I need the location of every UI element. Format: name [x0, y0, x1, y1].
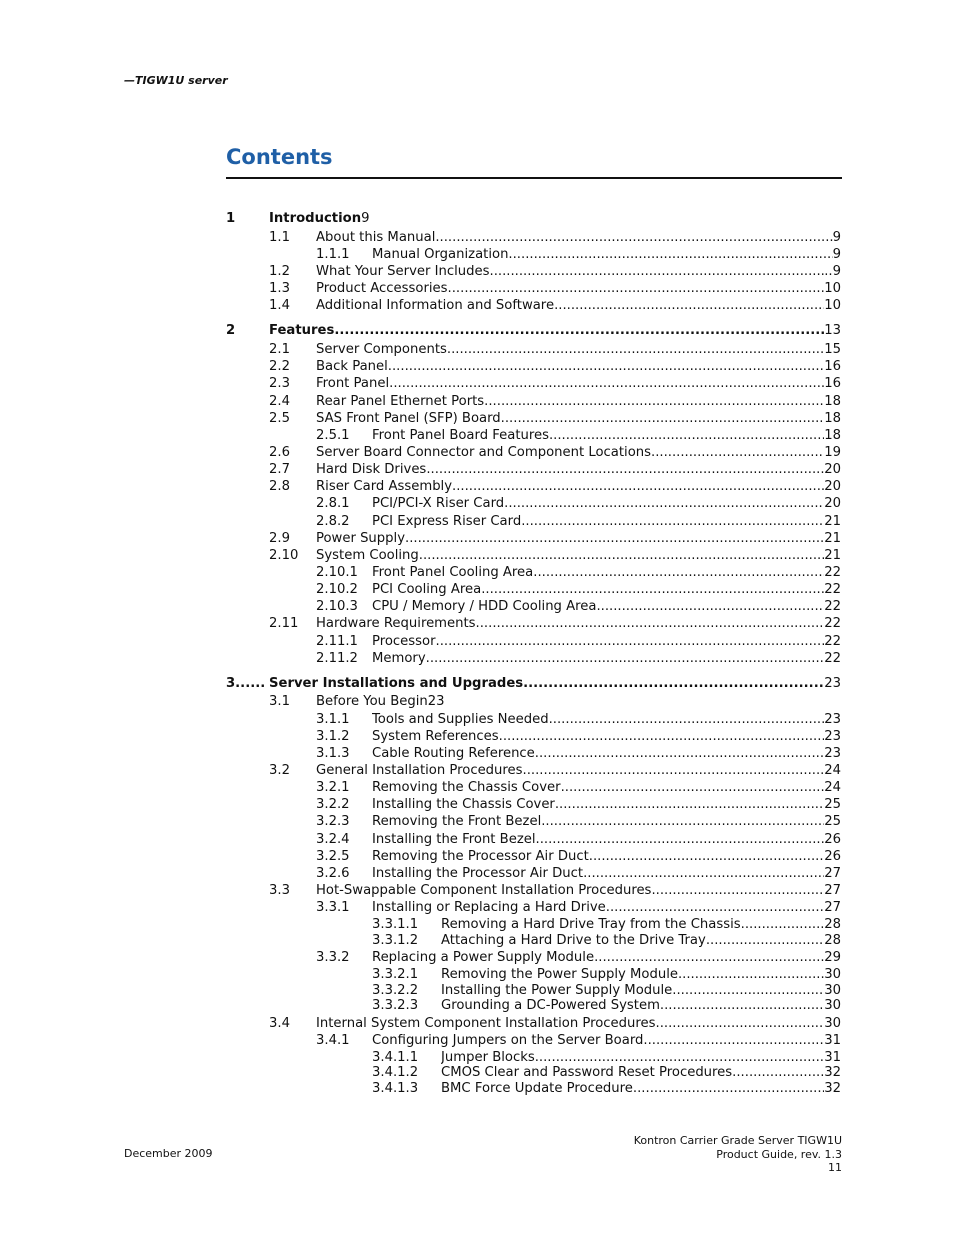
- toc-entry-title: CMOS Clear and Password Reset Procedures: [441, 1065, 733, 1080]
- toc-entry-page: 20: [824, 462, 841, 477]
- toc-entry-title: Attaching a Hard Drive to the Drive Tray: [441, 933, 706, 948]
- toc-entry-page: 21: [824, 514, 841, 529]
- toc-entry[interactable]: [0, 229, 954, 246]
- toc-leader-dots: [426, 461, 824, 478]
- toc-entry-page: 22: [824, 582, 841, 597]
- toc-entry-number: 2.1: [269, 342, 290, 357]
- toc-entry[interactable]: [0, 410, 954, 427]
- toc-leader-dots: [594, 949, 824, 966]
- toc-entry-page: 27: [824, 866, 841, 881]
- toc-entry-number: 2.8: [269, 479, 290, 494]
- toc-leader-dots: [436, 633, 825, 650]
- toc-entry-page: 30: [824, 998, 841, 1013]
- toc-entry[interactable]: [0, 530, 954, 547]
- toc-entry-number: 3.3.2.2: [372, 983, 419, 998]
- toc-entry-page: 27: [824, 900, 841, 915]
- toc-entry[interactable]: [0, 865, 954, 882]
- toc-entry[interactable]: [0, 711, 954, 728]
- toc-entry-number: 3.3.1: [316, 900, 350, 915]
- toc-leader-dots: [426, 650, 825, 667]
- toc-entry[interactable]: [0, 393, 954, 410]
- toc-entry-page: 18: [824, 394, 841, 409]
- toc-entry-title: Installing the Power Supply Module: [441, 983, 673, 998]
- toc-entry-title: Front Panel: [316, 376, 390, 391]
- toc-entry-page: 10: [824, 298, 841, 313]
- toc-entry-page: 15: [824, 342, 841, 357]
- toc-entry-title: Additional Information and Software: [316, 298, 555, 313]
- toc-entry-title: Installing or Replacing a Hard Drive: [372, 900, 606, 915]
- toc-entry[interactable]: [0, 1064, 954, 1081]
- toc-leader-dots: [334, 322, 824, 339]
- toc-entry-title: Cable Routing Reference: [372, 746, 535, 761]
- toc-leader-dots: [583, 865, 824, 882]
- toc-entry-number: 3.4.1.2: [372, 1065, 419, 1080]
- toc-entry-number: 3.3.1.1: [372, 917, 419, 932]
- toc-entry-title: Removing the Chassis Cover: [372, 780, 561, 795]
- toc-entry-page: ..9: [824, 264, 841, 279]
- toc-entry[interactable]: [0, 1080, 954, 1097]
- toc-leader-dots: [554, 297, 824, 314]
- toc-entry-title: PCI/PCI-X Riser Card: [372, 496, 505, 511]
- toc-entry-title: Power Supply: [316, 531, 406, 546]
- toc-entry-title: Memory: [372, 651, 426, 666]
- toc-entry-page: 22: [824, 616, 841, 631]
- toc-entry-number: 2.5: [269, 411, 290, 426]
- toc-entry-title: Tools and Supplies Needed: [372, 712, 549, 727]
- toc-entry-page: 26: [824, 849, 841, 864]
- toc-leader-dots: [521, 513, 824, 530]
- toc-entry[interactable]: [0, 375, 954, 392]
- toc-entry-page: 23: [427, 694, 445, 709]
- toc-entry-number: 2.10.1: [316, 565, 358, 580]
- toc-entry[interactable]: [0, 358, 954, 375]
- toc-entry-number: 3.3.2.3: [372, 998, 419, 1013]
- toc-entry[interactable]: [0, 693, 954, 710]
- toc-entry-title: Installing the Processor Air Duct: [372, 866, 584, 881]
- toc-entry-page: 22: [824, 651, 841, 666]
- toc-entry-title: Configuring Jumpers on the Server Board: [372, 1033, 644, 1048]
- toc-entry-page: 30: [824, 1016, 841, 1031]
- toc-entry-number: 3.2.1: [316, 780, 350, 795]
- toc-entry-page: 30: [824, 983, 841, 998]
- toc-leader-dots: [508, 246, 832, 263]
- toc-entry-page: 32: [824, 1065, 841, 1080]
- toc-entry[interactable]: [0, 513, 954, 530]
- toc-leader-dots: [452, 478, 824, 495]
- toc-entry-title: Server Components: [316, 342, 447, 357]
- toc-entry[interactable]: [0, 745, 954, 762]
- toc-entry-number: 2.9: [269, 531, 290, 546]
- toc-entry[interactable]: [0, 461, 954, 478]
- toc-entry-number: 2: [226, 323, 236, 338]
- toc-entry[interactable]: [0, 297, 954, 314]
- toc-entry[interactable]: [0, 966, 954, 983]
- toc-entry-number: 3.4.1.1: [372, 1050, 419, 1065]
- toc-entry-page: 30: [824, 967, 841, 982]
- toc-entry-title: Removing the Front Bezel: [372, 814, 542, 829]
- toc-leader-dots: [419, 547, 824, 564]
- toc-entry-title: Front Panel Cooling Area: [372, 565, 534, 580]
- toc-entry[interactable]: [0, 916, 954, 933]
- toc-entry-number: 3.4.1: [316, 1033, 350, 1048]
- toc-leader-dots: [490, 263, 825, 280]
- toc-entry[interactable]: [0, 831, 954, 848]
- toc-entry-number: 1.2: [269, 264, 290, 279]
- toc-entry-page: 32: [824, 1081, 841, 1096]
- toc-entry-page: 18: [824, 428, 841, 443]
- toc-entry-title: Internal System Component Installation Procedures: [316, 1016, 656, 1031]
- footer-guide: Product Guide, rev. 1.3: [716, 1147, 842, 1161]
- toc-entry-page: 29: [824, 950, 841, 965]
- toc-leader-dots: [741, 916, 825, 933]
- toc-entry[interactable]: [0, 949, 954, 966]
- toc-entry-page: 9: [361, 211, 370, 226]
- toc-leader-dots: [555, 796, 824, 813]
- toc-leader-dots: [523, 762, 825, 779]
- toc-entry-title: What Your Server Includes: [316, 264, 490, 279]
- toc-entry-number: 3.3.2: [316, 950, 350, 965]
- toc-entry-number: 3.2: [269, 763, 290, 778]
- toc-entry-number: 2.5.1: [316, 428, 350, 443]
- toc-entry-page: 25: [824, 797, 841, 812]
- toc-entry-page: 23: [824, 746, 841, 761]
- toc-leader-dots: [651, 444, 824, 461]
- toc-leader-dots: [541, 813, 824, 830]
- toc-entry-number: 1.4: [269, 298, 290, 313]
- toc-entry-number: 2.11: [269, 616, 299, 631]
- toc-entry-title: Removing the Power Supply Module: [441, 967, 678, 982]
- toc-leader-dots: [448, 280, 825, 297]
- toc-entry-page: 18: [824, 411, 841, 426]
- toc-entry[interactable]: [0, 547, 954, 564]
- toc-leader-dots: [596, 598, 824, 615]
- toc-entry[interactable]: [0, 779, 954, 796]
- toc-entry-number: 1: [226, 211, 236, 226]
- toc-leader-dots: [606, 899, 824, 916]
- toc-entry-title: Jumper Blocks: [441, 1050, 535, 1065]
- toc-entry-title: Front Panel Board Features: [372, 428, 549, 443]
- toc-entry-number: 2.10: [269, 548, 299, 563]
- toc-entry[interactable]: [0, 932, 954, 949]
- running-header: —TIGW1U server: [124, 74, 228, 87]
- toc-entry-page: 22: [824, 565, 841, 580]
- toc-entry[interactable]: [0, 564, 954, 581]
- toc-entry[interactable]: [0, 633, 954, 650]
- toc-leader-dots: [633, 1080, 824, 1097]
- toc-entry-title: About this Manual: [316, 230, 436, 245]
- toc-entry-title: System References: [372, 729, 499, 744]
- toc-entry-title: Processor: [372, 634, 436, 649]
- toc-entry[interactable]: [0, 598, 954, 615]
- toc-entry-title: Introduction: [269, 211, 362, 226]
- toc-leader-dots: [499, 728, 825, 745]
- toc-entry[interactable]: [0, 210, 954, 227]
- toc-entry-title: Hot-Swappable Component Installation Procedures: [316, 883, 652, 898]
- toc-entry-title: Server Installations and Upgrades: [269, 676, 524, 691]
- toc-entry[interactable]: [0, 882, 954, 899]
- toc-leader-dots: [523, 675, 824, 692]
- toc-entry-page: 23: [824, 712, 841, 727]
- toc-entry[interactable]: [0, 444, 954, 461]
- toc-entry-title: Removing a Hard Drive Tray from the Chassis: [441, 917, 741, 932]
- toc-entry[interactable]: [0, 796, 954, 813]
- toc-entry-page: 24: [824, 780, 841, 795]
- toc-entry-number: 3.1.1: [316, 712, 350, 727]
- toc-entry-page: 27: [824, 883, 841, 898]
- toc-entry-title: BMC Force Update Procedure: [441, 1081, 633, 1096]
- toc-entry[interactable]: [0, 728, 954, 745]
- toc-entry-number: 2.10.2: [316, 582, 358, 597]
- toc-entry-number: 3.4: [269, 1016, 290, 1031]
- toc-leader-dots: [660, 997, 824, 1014]
- toc-entry-number: 3.2.3: [316, 814, 350, 829]
- toc-leader-dots: [643, 1032, 824, 1049]
- footer-page-number: 11: [828, 1161, 842, 1174]
- toc-entry-page: 9: [832, 230, 841, 245]
- toc-entry-number: 3.3.1.2: [372, 933, 419, 948]
- toc-entry-number: 1.1: [269, 230, 290, 245]
- footer-date: December 2009: [124, 1147, 213, 1160]
- toc-leader-dots: [435, 229, 832, 246]
- footer-info: [634, 1134, 842, 1175]
- toc-entry-number: 3.4.1.3: [372, 1081, 419, 1096]
- toc-entry-page: 20: [824, 496, 841, 511]
- toc-entry-page: 31: [824, 1033, 841, 1048]
- toc-entry-page: 23: [824, 676, 841, 691]
- page-title: Contents: [226, 145, 333, 169]
- toc-entry[interactable]: [0, 263, 954, 280]
- toc-entry[interactable]: [0, 341, 954, 358]
- toc-entry-number: 2.8.1: [316, 496, 350, 511]
- toc-entry-title: SAS Front Panel (SFP) Board: [316, 411, 501, 426]
- toc-leader-dots: [536, 831, 825, 848]
- toc-entry-number: 2.7: [269, 462, 290, 477]
- toc-entry-title: Manual Organization: [372, 247, 509, 262]
- toc-entry-number: 3.2.6: [316, 866, 350, 881]
- toc-entry-page: 23: [824, 729, 841, 744]
- toc-entry[interactable]: [0, 813, 954, 830]
- toc-entry-title: PCI Express Riser Card: [372, 514, 522, 529]
- toc-entry-page: 24: [824, 763, 841, 778]
- toc-entry[interactable]: [0, 246, 954, 263]
- toc-entry-page: 25: [824, 814, 841, 829]
- toc-entry[interactable]: [0, 581, 954, 598]
- toc-leader-dots: [732, 1064, 824, 1081]
- toc-leader-dots: [561, 779, 825, 796]
- toc-entry-number: 2.2: [269, 359, 290, 374]
- toc-entry-number: 1.1.1: [316, 247, 350, 262]
- toc-entry-title: Installing the Front Bezel: [372, 832, 536, 847]
- toc-entry-title: Removing the Processor Air Duct: [372, 849, 589, 864]
- toc-entry-title: System Cooling: [316, 548, 419, 563]
- toc-entry-title: General Installation Procedures: [316, 763, 523, 778]
- toc-entry-number: 3.2.5: [316, 849, 350, 864]
- toc-entry-title: Installing the Chassis Cover: [372, 797, 555, 812]
- toc-leader-dots: [501, 410, 825, 427]
- toc-entry-title: Hard Disk Drives: [316, 462, 427, 477]
- footer-product: Kontron Carrier Grade Server TIGW1U: [633, 1134, 842, 1147]
- toc-entry[interactable]: [0, 1032, 954, 1049]
- toc-leader-dots: [549, 711, 825, 728]
- toc-entry-page: 10: [824, 281, 841, 296]
- toc-entry[interactable]: [0, 322, 954, 339]
- toc-entry-title: CPU / Memory / HDD Cooling Area: [372, 599, 597, 614]
- toc-entry-page: 22: [824, 634, 841, 649]
- toc-leader-dots: [651, 882, 824, 899]
- toc-leader-dots: [504, 495, 824, 512]
- toc-entry-number: 3.1: [269, 694, 290, 709]
- toc-entry-page: 16: [824, 359, 841, 374]
- toc-entry[interactable]: [0, 427, 954, 444]
- toc-entry[interactable]: [0, 1015, 954, 1032]
- toc-entry-number: 2.6: [269, 445, 290, 460]
- toc-entry-page: 22: [824, 599, 841, 614]
- toc-entry-number: 2.3: [269, 376, 290, 391]
- toc-entry-title: Replacing a Power Supply Module: [372, 950, 595, 965]
- toc-entry[interactable]: [0, 495, 954, 512]
- toc-entry-title: Server Board Connector and Component Locations: [316, 445, 651, 460]
- toc-entry-number: 2.10.3: [316, 599, 358, 614]
- toc-leader-dots: [476, 615, 825, 632]
- toc-entry-title: Product Accessories: [316, 281, 448, 296]
- toc-entry[interactable]: [0, 675, 954, 692]
- toc-entry-page: 31: [824, 1050, 841, 1065]
- toc-entry-page: 28: [824, 917, 841, 932]
- toc-entry[interactable]: [0, 650, 954, 667]
- toc-leader-dots: [589, 848, 824, 865]
- toc-entry-number: 3......: [226, 676, 266, 691]
- toc-entry[interactable]: [0, 848, 954, 865]
- toc-entry-page: 28: [824, 933, 841, 948]
- toc-entry-number: 3.3: [269, 883, 290, 898]
- toc-leader-dots: [549, 427, 824, 444]
- toc-entry-number: 2.8.2: [316, 514, 350, 529]
- toc-leader-dots: [706, 932, 824, 949]
- toc-leader-dots: [481, 581, 824, 598]
- toc-entry-title: PCI Cooling Area: [372, 582, 482, 597]
- toc-entry-page: 19: [824, 445, 841, 460]
- toc-entry-number: 2.11.1: [316, 634, 358, 649]
- toc-entry-title: Riser Card Assembly: [316, 479, 453, 494]
- toc-entry[interactable]: [0, 899, 954, 916]
- toc-entry-page: 13: [824, 323, 841, 338]
- toc-leader-dots: [405, 530, 824, 547]
- toc-entry-title: Hardware Requirements: [316, 616, 476, 631]
- toc-entry-number: 3.1.3: [316, 746, 350, 761]
- toc-entry[interactable]: [0, 997, 954, 1014]
- toc-entry-number: 3.2.4: [316, 832, 350, 847]
- toc-entry-page: 21: [824, 531, 841, 546]
- toc-entry-page: 21: [824, 548, 841, 563]
- toc-leader-dots: [678, 966, 824, 983]
- toc-entry-number: 2.4: [269, 394, 290, 409]
- toc-entry[interactable]: [0, 615, 954, 632]
- toc-leader-dots: [533, 564, 824, 581]
- toc-entry[interactable]: [0, 762, 954, 779]
- toc-leader-dots: [388, 358, 824, 375]
- toc-entry-page: 16: [824, 376, 841, 391]
- toc-entry-number: 1.3: [269, 281, 290, 296]
- toc-leader-dots: [656, 1015, 825, 1032]
- toc-entry-title: Before You Begin: [316, 694, 428, 709]
- toc-entry-number: 3.1.2: [316, 729, 350, 744]
- toc-leader-dots: [447, 341, 824, 358]
- toc-entry[interactable]: [0, 280, 954, 297]
- toc-entry-number: 3.2.2: [316, 797, 350, 812]
- toc-entry-number: 2.11.2: [316, 651, 358, 666]
- toc-leader-dots: [535, 745, 824, 762]
- toc-entry[interactable]: [0, 478, 954, 495]
- toc-entry-title: Grounding a DC-Powered System: [441, 998, 660, 1013]
- toc-entry-page: 9: [832, 247, 841, 262]
- toc-entry-page: 20: [824, 479, 841, 494]
- toc-entry-title: Back Panel: [316, 359, 388, 374]
- toc-leader-dots: [389, 375, 824, 392]
- toc-entry-number: 3.3.2.1: [372, 967, 419, 982]
- toc-entry-page: 26: [824, 832, 841, 847]
- toc-entry-title: Features: [269, 323, 335, 338]
- toc-entry-title: Rear Panel Ethernet Ports: [316, 394, 485, 409]
- toc-leader-dots: [484, 393, 824, 410]
